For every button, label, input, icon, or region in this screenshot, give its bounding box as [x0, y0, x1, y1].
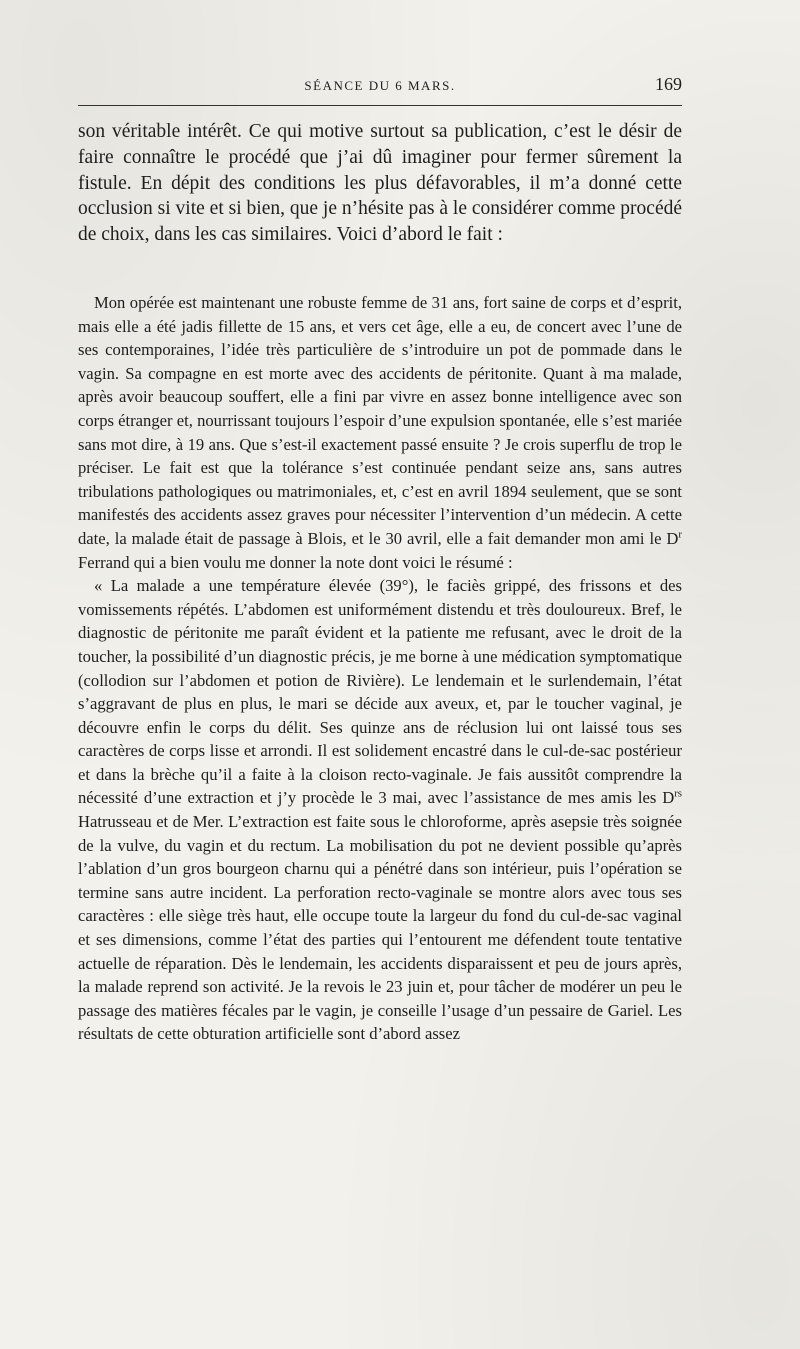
doctor-abbrev-sup: r [678, 528, 682, 541]
running-title: SÉANCE DU 6 MARS. [304, 78, 456, 93]
quote-paragraph [78, 574, 682, 1046]
case-report [78, 291, 682, 1046]
running-header [78, 74, 682, 98]
header-rule [78, 105, 682, 106]
case-paragraph [78, 291, 682, 574]
doctors-abbrev-sup: rs [674, 787, 682, 800]
quote-text-end: Hatrusseau et de Mer. L’extraction est faite sous le chloroforme, après asepsie très soignée de la vulve, du vagin et du rectum. La mobilisation du pot ne devient possible qu’après l’ablation d’un gros bourgeon charnu qui a pénétré dans son intérieur, puis l’opération se termine sans autre incident. La perforation recto-vaginale se montre alors avec tous ses caractères : elle siège très haut, elle occupe toute la largeur du fond du cul-de-sac vaginal et ses dimensions, comme l’état des parties qui l’entourent me défendent toute tentative actuelle de réparation. Dès le lendemain, les accidents disparaissent et peu de jours après, la malade reprend son activité. Je la revois le 23 juin et, pour tâcher de modérer un peu le passage des matières fécales par le vagin, je conseille l’usage d’un pessaire de Gariel. Les résultats de cette obturation artificielle sont d’abord assez [78, 812, 682, 1044]
case-text-end: Ferrand qui a bien voulu me donner la note dont voici le résumé : [78, 552, 513, 572]
intro-paragraph: son véritable intérêt. Ce qui motive surtout sa publication, c’est le désir de faire connaître le procédé que j’ai dû imaginer pour fermer sûrement la fistule. En dépit des conditions les plus défavorables, il m’a donné cette occlusion si vite et si bien, que je n’hésite pas à le considérer comme procédé de choix, dans les cas similaires. Voici d’abord le fait : [78, 121, 682, 246]
page-number: 169 [655, 74, 682, 94]
case-text-start: Mon opérée est maintenant une robuste femme de 31 ans, fort saine de corps et d’esprit, mais elle a été jadis fillette de 15 ans, et vers cet âge, elle a eu, de concert avec l’une de ses contemporaines, l’idée très particulière de s’introduire un pot de pommade dans le vagin. Sa compagne en est morte avec des accidents de péritonite. Quant à ma malade, après avoir beaucoup souffert, elle a fini par vivre en assez bonne intelligence avec son corps étranger et, nourrissant toujours l’espoir d’une expulsion spontanée, elle s’est mariée sans mot dire, à 19 ans. Que s’est-il exactement passé ensuite ? Je crois superflu de trop le préciser. Le fait est que la tolérance s’est continuée pendant seize ans, sans autres tribulations pathologiques ou matrimoniales, et, c’est en avril 1894 seulement, que se sont manifestés des accidents assez graves pour nécessiter l’intervention d’un médecin. A cette date, la malade était de passage à Blois, et le 30 avril, elle a fait demander mon ami le D [78, 293, 682, 548]
quote-text-start: « La malade a une température élevée (39°), le faciès grippé, des frissons et des vomissements répétés. L’abdomen est uniformément distendu et très douloureux. Bref, le diagnostic de péritonite me paraît évident et la patiente me refusant, avec le droit de la toucher, la possibilité d’un diagnostic précis, je me borne à une médication symptomatique (collodion sur l’abdomen et potion de Rivière). Le lendemain et le surlendemain, l’état s’aggravant de plus en plus, le mari se décide aux aveux, et, par le toucher vaginal, je découvre enfin le corps du délit. Ses quinze ans de réclusion lui ont laissé tous ses caractères de corps lisse et arrondi. Il est solidement encastré dans le cul-de-sac postérieur et dans la brèche qu’il a faite à la cloison recto-vaginale. Je fais aussitôt comprendre la nécessité d’une extraction et j’y procède le 3 mai, avec l’assistance de mes amis les D [78, 576, 682, 808]
